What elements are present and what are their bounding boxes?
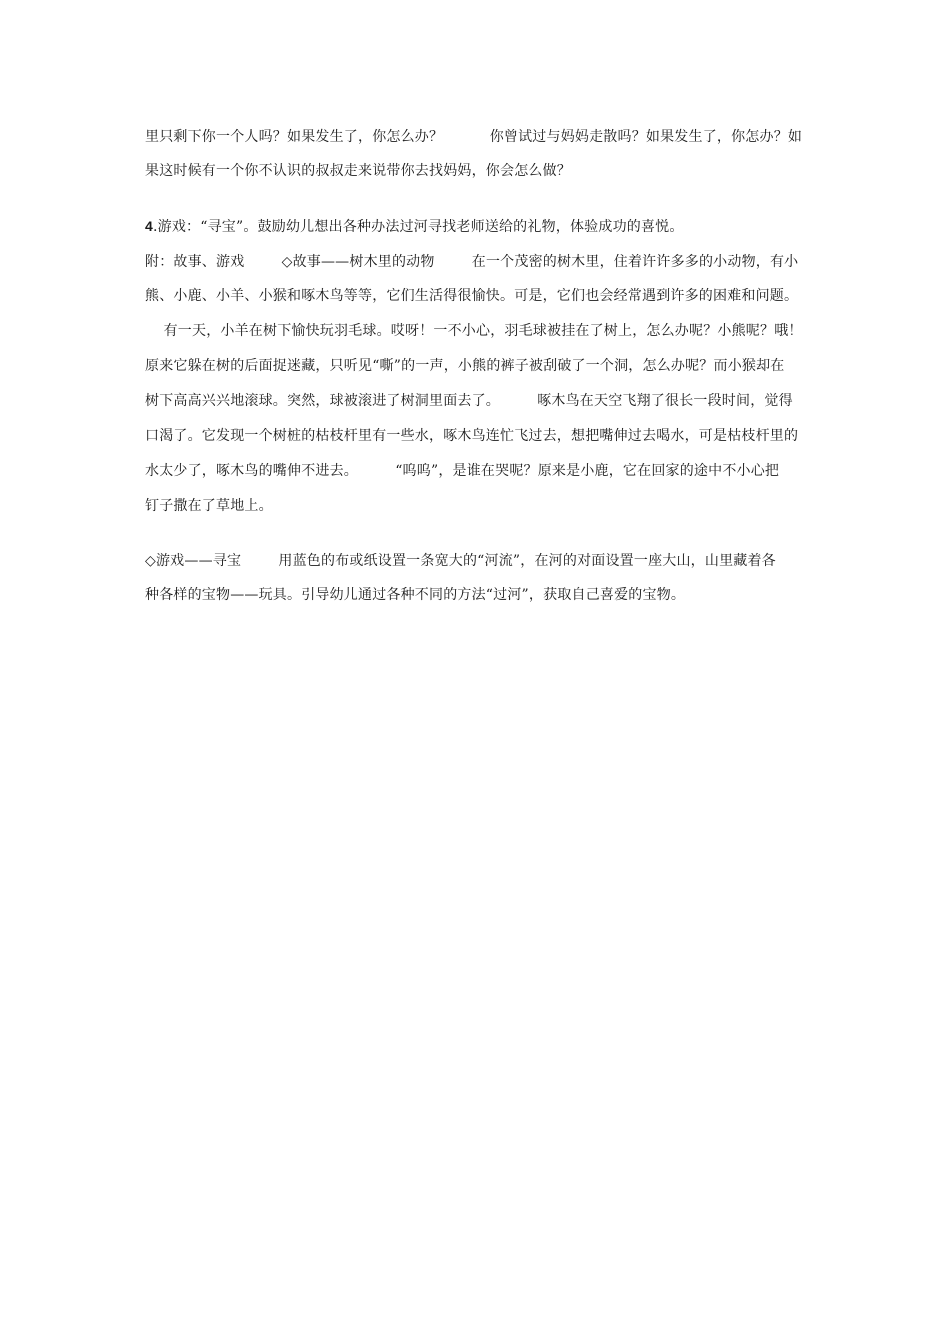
appendix-line-8: 钉子撒在了草地上。: [145, 498, 273, 514]
appendix-line-5: 树下高高兴兴地滚球。突然，球被滚进了树洞里面去了。 啄木鸟在天空飞翔了很长一段时间，觉得: [145, 393, 793, 409]
intro-line-2: 果这时候有一个你不认识的叔叔走来说带你去找妈妈，你会怎么做？: [145, 163, 571, 179]
appendix-line-3: 有一天，小羊在树下愉快玩羽毛球。哎呀！一不小心，羽毛球被挂在了树上，怎么办呢？小熊呢？哦！: [145, 323, 803, 339]
game-line-2: 种各样的宝物——玩具。引导幼儿通过各种不同的方法“过河”，获取自己喜爱的宝物。: [145, 587, 686, 603]
activity-4-text: .游戏：“寻宝”。鼓励幼儿想出各种办法过河寻找老师送给的礼物，体验成功的喜悦。: [153, 219, 684, 235]
appendix-line-6: 口渴了。它发现一个树桩的枯枝杆里有一些水，啄木鸟连忙飞过去，想把嘴伸过去喝水，可是枯枝杆里的: [145, 428, 799, 444]
appendix-line-4: 原来它躲在树的后面捉迷藏，只听见“嘶”的一声，小熊的裤子被刮破了一个洞，怎么办呢？而小猴却在: [145, 358, 785, 374]
activity-number: 4: [145, 218, 153, 234]
appendix-line-7: 水太少了，啄木鸟的嘴伸不进去。 “呜呜”，是谁在哭呢？原来是小鹿，它在回家的途中不小心把: [145, 463, 780, 479]
activity-4-line: [145, 213, 805, 239]
appendix-line-1: 附：故事、游戏 ◇故事——树木里的动物 在一个茂密的树木里，住着许许多多的小动物，有小: [145, 254, 799, 270]
game-line-1: ◇游戏——寻宝 用蓝色的布或纸设置一条宽大的“河流”，在河的对面设置一座大山，山里藏着各: [145, 553, 776, 569]
intro-line-1: 里只剩下你一个人吗？如果发生了，你怎么办？ 你曾试过与妈妈走散吗？如果发生了，你怎办？如: [145, 129, 803, 145]
appendix-line-2: 熊、小鹿、小羊、小猴和啄木鸟等等，它们生活得很愉快。可是，它们也会经常遇到许多的困难和问题。: [145, 288, 799, 304]
